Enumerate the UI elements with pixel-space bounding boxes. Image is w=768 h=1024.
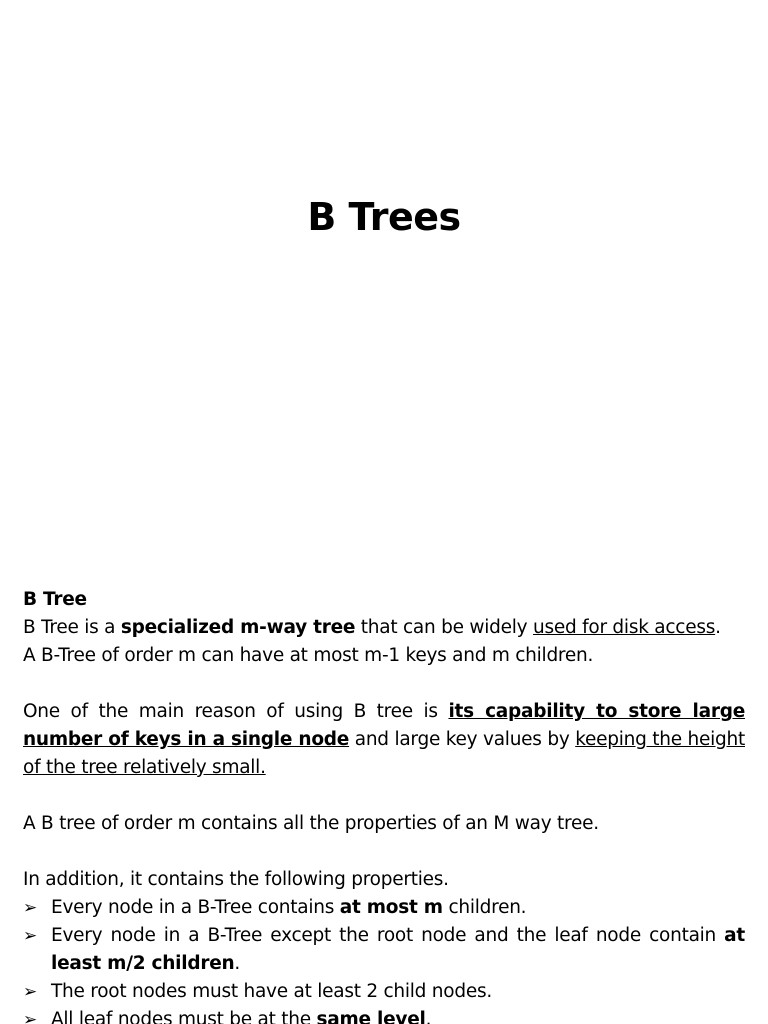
reason-text-2: and large key values by: [349, 729, 576, 750]
reason-text-1: One of the main reason of using B tree is: [23, 701, 449, 722]
list-item-bold: at most m: [339, 897, 443, 918]
spacer: [23, 670, 745, 698]
intro-underlined-phrase: used for disk access: [533, 617, 716, 638]
spacer: [23, 838, 745, 866]
arrow-bullet-icon: ➢: [23, 898, 37, 918]
addition-text: In addition, it contains the following properties.: [23, 869, 449, 890]
list-item-text: Every node in a B-Tree except the root node and the leaf node contain: [51, 925, 725, 946]
intro-text-1: B Tree is a: [23, 617, 121, 638]
intro-text-2: that can be widely: [355, 617, 533, 638]
page-title: B Trees: [307, 195, 461, 239]
list-item: [23, 1006, 745, 1024]
list-item: [23, 922, 745, 978]
reason-underlined-phrase: keeping the height of the tree relatively small.: [23, 729, 745, 778]
property-list: [23, 894, 745, 1024]
arrow-bullet-icon: ➢: [23, 982, 37, 1002]
reason-bold-underlined-phrase: its capability to store large number of keys in a single node: [23, 701, 745, 750]
list-item-text: Every node in a B-Tree contains: [51, 897, 340, 918]
list-item-text: All leaf nodes must be at the: [51, 1009, 317, 1024]
list-item: [23, 978, 745, 1006]
intro-paragraph: [23, 614, 745, 642]
list-item-text: .: [234, 953, 241, 974]
list-item: [23, 894, 745, 922]
properties-intro: A B tree of order m contains all the properties of an M way tree.: [23, 813, 599, 834]
content-body: [23, 586, 745, 1024]
arrow-bullet-icon: ➢: [23, 1010, 37, 1024]
list-item-text: .: [425, 1009, 432, 1024]
list-item-bold: at least m/2 children: [51, 925, 745, 974]
intro-bold-term: specialized m-way tree: [120, 617, 356, 638]
section-heading: B Tree: [23, 589, 87, 610]
list-item-text: children.: [442, 897, 527, 918]
intro-text-3: .: [715, 617, 721, 638]
arrow-bullet-icon: ➢: [23, 926, 37, 946]
spacer: [23, 782, 745, 810]
list-item-bold: same level: [316, 1009, 426, 1024]
reason-paragraph: [23, 698, 745, 782]
order-definition: A B-Tree of order m can have at most m-1 keys and m children.: [23, 645, 594, 666]
list-item-text: The root nodes must have at least 2 child nodes.: [51, 981, 492, 1002]
